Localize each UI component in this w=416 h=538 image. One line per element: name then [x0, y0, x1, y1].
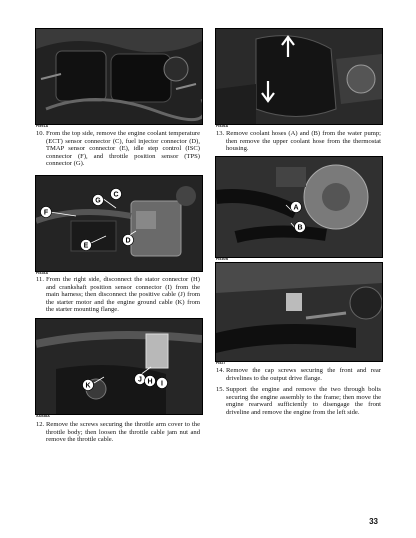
callout-f	[41, 207, 52, 218]
callout-j	[135, 374, 146, 385]
figure-photo-fi527	[215, 262, 383, 362]
figure-code: FI526A	[216, 124, 229, 128]
figure-code: FI527	[216, 361, 226, 365]
callout-b	[295, 222, 306, 233]
callout-a	[291, 202, 302, 213]
step-15	[216, 386, 381, 416]
figure-photo-fi528a	[35, 175, 203, 272]
callout-g	[93, 195, 104, 206]
svg-text:I: I	[161, 380, 163, 388]
page-number: 33	[369, 517, 378, 526]
figure-photo-fi591a	[35, 28, 203, 125]
svg-text:E: E	[83, 242, 89, 250]
svg-text:F: F	[43, 209, 49, 217]
svg-text:K: K	[85, 382, 91, 390]
step-number: 15.	[216, 386, 225, 393]
step-text: From the right side, disconnect the stator connector (H) and crankshaft position sensor connector (I) from the main harness; then disconnect the positive cable (J) from the starter motor and the engine ground cable (K) from the starter mounting flange.	[46, 276, 200, 313]
callout-e	[81, 240, 92, 251]
figure-photo-fi530b	[215, 156, 383, 258]
figure-photo-xa538a	[35, 318, 203, 415]
step-text: From the top side, remove the engine coolant temperature (ECT) sensor connector (C), fuel injector connector (D), TMAP sensor connector (E), idle step control (ISC) connector (F), and throttle position sensor (TPS) connector (G).	[46, 130, 200, 167]
callout-d	[123, 235, 134, 246]
figure-code: FI530B	[216, 257, 229, 261]
svg-text:A: A	[293, 204, 299, 212]
figure-code: XA538A	[36, 414, 50, 418]
svg-text:C: C	[113, 191, 119, 199]
svg-text:B: B	[297, 224, 303, 232]
callout-h	[145, 376, 156, 387]
figure-code: FI528A	[36, 271, 49, 275]
callout-c	[111, 189, 122, 200]
svg-text:D: D	[125, 237, 131, 245]
step-12	[36, 421, 200, 444]
svg-text:H: H	[147, 378, 153, 386]
svg-text:J: J	[138, 376, 142, 384]
step-text: Remove the screws securing the throttle arm cover to the throttle body; then loosen the throttle cable jam nut and remove the throttle cable.	[46, 421, 200, 443]
step-text: Support the engine and remove the two through bolts securing the engine assembly to the frame; then move the engine rearward sufficiently to disengage the front driveline and remove the engine from the left side.	[226, 386, 381, 416]
callout-k	[83, 380, 94, 391]
callout-i	[157, 378, 168, 389]
figure-code: FI591A	[36, 124, 49, 128]
step-13	[216, 130, 381, 153]
step-number: 10.	[36, 130, 45, 137]
step-14	[216, 367, 381, 382]
step-number: 11.	[36, 276, 44, 283]
step-number: 13.	[216, 130, 225, 137]
step-text: Remove coolant hoses (A) and (B) from the water pump; then remove the upper coolant hose from the thermostat housing.	[226, 130, 381, 152]
step-number: 14.	[216, 367, 225, 374]
svg-text:G: G	[95, 197, 101, 205]
step-text: Remove the cap screws securing the front and rear drivelines to the output drive flange.	[226, 367, 381, 382]
step-10	[36, 130, 200, 168]
step-11	[36, 276, 200, 314]
step-number: 12.	[36, 421, 45, 428]
figure-photo-fi526a	[215, 28, 383, 125]
